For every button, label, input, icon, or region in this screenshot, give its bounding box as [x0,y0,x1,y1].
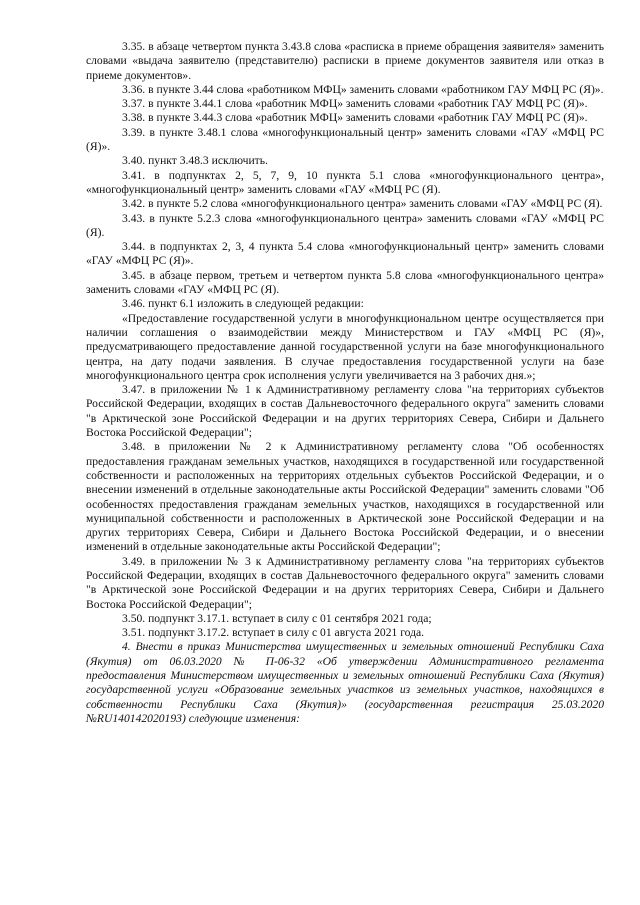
paragraph-3-35: 3.35. в абзаце четвертом пункта 3.43.8 слова «расписка в приеме обращения заявителя» заменить словами «выдача заявителю (представителю) расписки в приеме документов заявителя или отказ в приеме документов». [86,40,604,82]
paragraph-3-46: 3.46. пункт 6.1 изложить в следующей редакции: [122,297,364,311]
paragraph-3-50: 3.50. подпункт 3.17.1. вступает в силу с 01 сентября 2021 года; [122,611,432,625]
paragraph-quoted-6-1: «Предоставление государственной услуги в многофункциональном центре осуществляется при наличии соглашения о взаимодействии между Министерством и ГАУ «МФЦ РС (Я)», предусматривающего предоставление данной государственной услуги на базе многофункционального центра, на дату подачи заявления. В случае предоставления государственной услуги на базе многофункционального центра срок исполнения услуги увеличивается на 3 рабочих дня.»; [86,311,604,382]
paragraph-3-43: 3.43. в пункте 5.2.3 слова «многофункционального центра» заменить словами «ГАУ «МФЦ РС (Я). [86,211,604,239]
paragraph-3-45: 3.45. в абзаце первом, третьем и четвертом пункта 5.8 слова «многофункционального центра» заменить словами «ГАУ «МФЦ РС (Я). [86,268,604,297]
paragraph-3-38: 3.38. в пункте 3.44.3 слова «работник МФЦ» заменить словами «работник ГАУ МФЦ РС (Я)». [122,111,588,125]
paragraph-4: 4. Внести в приказ Министерства имущественных и земельных отношений Республики Саха (Якутия) от 06.03.2020 № П-06-32 «Об утверждении Административного регламента предоставления Министерством имущественных и земельных отношений Республики Саха (Якутия) государственной услуги «Образование земельных участков из земельных участков, находящихся в собственности Республики Саха (Якутия)» (государственная регистрация 25.03.2020 №RU140142020193) следующие изменения: [86,640,604,725]
paragraph-3-40: 3.40. пункт 3.48.3 исключить. [122,154,268,168]
paragraph-3-51: 3.51. подпункт 3.17.2. вступает в силу с 01 августа 2021 года. [122,626,425,640]
paragraph-3-48: 3.48. в приложении № 2 к Административному регламенту слова "Об особенностях предоставления гражданам земельных участков, находящихся в государственной или государственной собственности и расположенных на территориях отдельных субъектов Российской Федерации, и о внесении изменений в отдельные законодательные акты Российской Федерации" заменить словами "Об особенностях предоставления гражданам земельных участков, находящихся в государственной или муниципальной собственности и расположенных в Арктической зоне Российской Федерации и на других территориях Севера, Сибири и Дальнего Востока Российской Федерации, и о внесении изменений в отдельные законодательные акты Российской Федерации"; [86,440,604,554]
paragraph-3-39: 3.39. в пункте 3.48.1 слова «многофункциональный центр» заменить словами «ГАУ «МФЦ РС (Я)». [86,125,604,154]
paragraph-3-47: 3.47. в приложении № 1 к Административному регламенту слова "на территориях субъектов Российской Федерации, входящих в состав Дальневосточного федерального округа" заменить словами "в Арктической зоне Российской Федерации и на других территориях Севера, Сибири и Дальнего Востока Российской Федерации"; [86,383,604,440]
paragraph-3-42: 3.42. в пункте 5.2 слова «многофункционального центра» заменить словами «ГАУ «МФЦ РС (Я). [122,197,603,211]
paragraph-3-36: 3.36. в пункте 3.44 слова «работником МФЦ» заменить словами «работником ГАУ МФЦ РС (Я)». [122,82,604,96]
paragraph-3-49: 3.49. в приложении № 3 к Административному регламенту слова "на территориях субъектов Российской Федерации, входящих в состав Дальневосточного федерального округа" заменить словами "в Арктической зоне Российской Федерации и на других территориях Севера, Сибири и Дальнего Востока Российской Федерации"; [86,554,604,611]
paragraph-3-41: 3.41. в подпунктах 2, 5, 7, 9, 10 пункта 5.1 слова «многофункционального центра», «многофункциональный центр» заменить словами «ГАУ «МФЦ РС (Я). [86,168,604,196]
paragraph-3-37: 3.37. в пункте 3.44.1 слова «работник МФЦ» заменить словами «работник ГАУ МФЦ РС (Я)». [122,97,588,111]
paragraph-3-44: 3.44. в подпунктах 2, 3, 4 пункта 5.4 слова «многофункциональный центр» заменить словами «ГАУ «МФЦ РС (Я)». [86,240,604,268]
